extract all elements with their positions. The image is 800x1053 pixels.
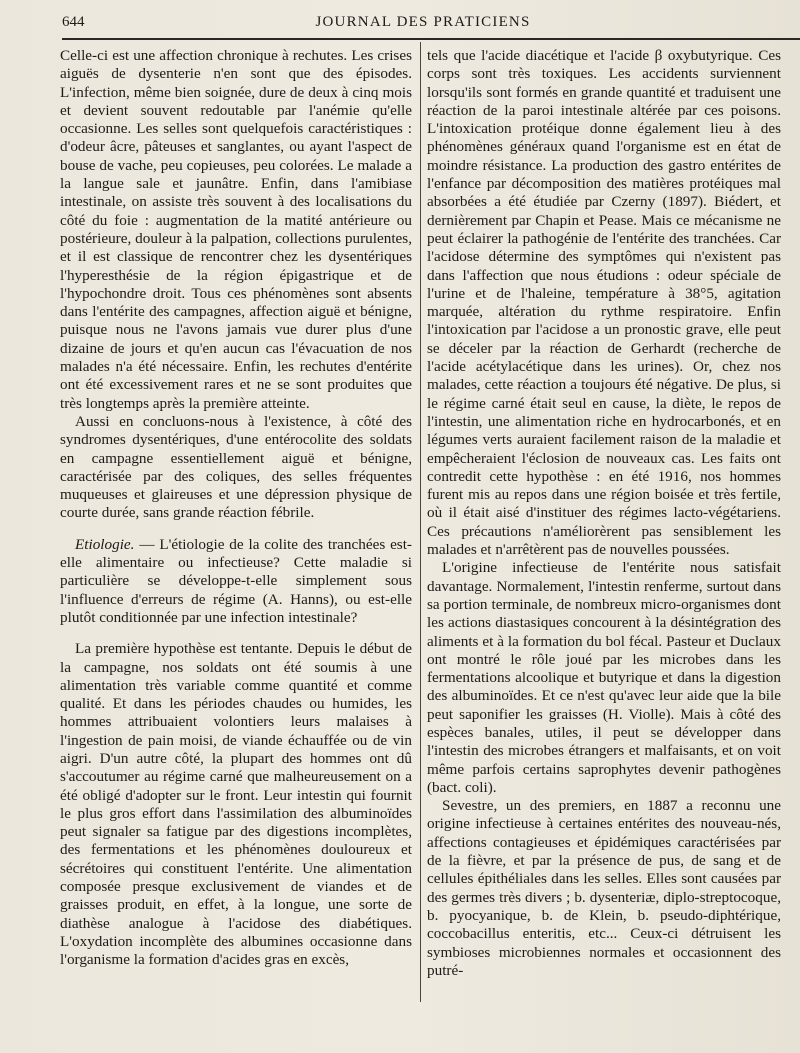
right-column (427, 47, 781, 980)
etiologie-text: — L'étiologie de la colite des tranchées est-elle alimentaire ou infectieuse? Cette maladie si particulière se développe-t-elle simplement sous l'influence d'erreurs de régime (A. Hanns), ou est-elle plutôt conditionnée par une infection intestinale? (60, 535, 412, 626)
journal-title: JOURNAL DES PRATICIENS (315, 14, 531, 30)
right-paragraph-2: L'origine infectieuse de l'entérite nous satisfait davantage. Normalement, l'intestin renferme, surtout dans sa portion terminale, de nombreux micro-organismes dont les actions diastasiques concourent à la désintégration des aliments et à la formation du bol fécal. Pasteur et Duclaux ont montré le rôle joué par les microbes dans les fermentations alcoolique et butyrique et dans la digestion des albuminoïdes. Et ce n'est qu'avec leur aide que la bile peut saponifier les graisses (H. Violle). Mais à côté des espèces banales, utiles, il peut se développer dans l'intestin des microbes étrangers et malfaisants, et on voit même parfois certains saprophytes devenir pathogènes (bact. coli). (427, 559, 781, 796)
left-column (60, 47, 412, 970)
etiologie-heading: Etiologie. (75, 535, 135, 553)
header-rule (62, 38, 800, 40)
left-paragraph-3 (60, 536, 412, 627)
page-header (62, 10, 784, 36)
page-number: 644 (62, 14, 85, 30)
left-paragraph-1: Celle-ci est une affection chronique à rechutes. Les crises aiguës de dysenterie n'en sont que des épisodes. L'infection, même bien soignée, dure de deux à cinq mois et devient souvent redoutable par l'anémie qu'elle occasionne. Les selles sont quelquefois caractéristiques : d'odeur âcre, pâteuses et sanglantes, ou ayant l'aspect de bouse de vache, peu copieuses, peu colorées. Le malade a la langue sale et jaunâtre. Enfin, dans l'amibiase intestinale, on assiste très souvent à des localisations du côté du foie : augmentation de la matité antérieure ou postérieure, douleur à la palpation, collections purulentes, et il est classique de rencontrer chez les dysentériques l'hyperesthésie de la région épigastrique et de l'hypochondre droit. Tous ces phénomènes sont absents dans l'entérite des campagnes, affection aiguë et bénigne, puisque nous ne l'avons jamais vue durer plus d'une dizaine de jours et qu'en aucun cas l'évacuation de nos malades n'a été nécessaire. Enfin, les rechutes d'entérite ont été excessivement rares et ne se sont produites que très longtemps après la première atteinte. (60, 47, 412, 412)
left-paragraph-2: Aussi en concluons-nous à l'existence, à côté des syndromes dysentériques, d'une entérocolite des soldats en campagne essentiellement aiguë et bénigne, caractérisée par des coliques, des selles fréquentes muqueuses et glaireuses et une dépression physique de courte durée, sans grande réaction fébrile. (60, 412, 412, 522)
left-paragraph-4: La première hypothèse est tentante. Depuis le début de la campagne, nos soldats ont été soumis à une alimentation très variable comme quantité et comme qualité. Et dans les périodes chaudes ou humides, les hommes attribuaient volontiers leurs malaises à l'ingestion de pain moisi, de viande échauffée ou de vin aigri. D'un autre côté, la plupart des hommes ont dû s'accoutumer au régime carné que malheureusement on a été obligé d'adopter sur le front. Leur intestin qui fournit le plus gros effort dans l'assimilation des albuminoïdes peut signaler sa fatigue par des digestions incomplètes, des fermentations et les phénomènes douloureux et sécrétoires qui constituent l'entérite. Une alimentation composée presque exclusivement de viandes et de graisses produit, en effet, à la longue, une sorte de diathèse analogue à l'acidose des diabétiques. L'oxydation incomplète des albumines occasionne dans l'organisme la formation d'acides gras en excès, (60, 640, 412, 969)
right-paragraph-1: tels que l'acide diacétique et l'acide β oxybutyrique. Ces corps sont très toxiques. Les accidents surviennent lorsqu'ils sont formés en grande quantité et traduisent une réaction de la paroi intestinale altérée par ces poisons. L'intoxication protéique donne également lieu à des phénomènes généraux quand l'organisme est en état de moindre résistance. La production des gastro entérites de l'enfance par décomposition des matières protéiques mal absorbées a été étudiée par Czerny (1897). Biédert, et dernièrement par Chapin et Pease. Mais ce mécanisme ne peut éclairer la pathogénie de l'entérite des tranchées. Car l'acidose détermine des symptômes qui n'existent pas dans l'affection que nous étudions : odeur spéciale de l'urine et de l'haleine, température à 38°5, agitation marquée, altération du rythme respiratoire. Enfin l'intoxication par l'acidose a un pronostic grave, elle peut se déceler par la réaction de Gerhardt (recherche de l'acide acétylacétique dans les urines). Or, chez nos malades, cette réaction a toujours été négative. De plus, si le régime carné était seul en cause, la diète, le repos de l'intestin, une alimentation riche en hydrocarbonés, et en légumes verts auraient facilement raison de la maladie et empêcheraient l'éclosion de nouveaux cas. Les faits ont contredit cette hypothèse : en été 1916, nos hommes furent mis au repos dans une région boisée et très fertile, où il était aisé d'instituer des régimes lacto-végétariens. Ces précautions n'améliorèrent pas sensiblement les malades et n'arrêtèrent pas de nouvelles poussées. (427, 47, 781, 559)
column-divider (420, 42, 421, 1002)
right-paragraph-3: Sevestre, un des premiers, en 1887 a reconnu une origine infectieuse à certaines entérites des nouveau-nés, affections contagieuses et épidémiques caractérisées par de la fièvre, et par la présence de pus, de sang et de cellules épithéliales dans les selles. Elles sont causées par des germes très divers ; b. dysenteriæ, diplo-streptocoque, b. pyocyanique, b. de Klein, b. pseudo-diphtérique, coccobacillus enteritis, etc... Ceux-ci détruisent les symbioses microbiennes normales et occasionnent des putré- (427, 797, 781, 979)
